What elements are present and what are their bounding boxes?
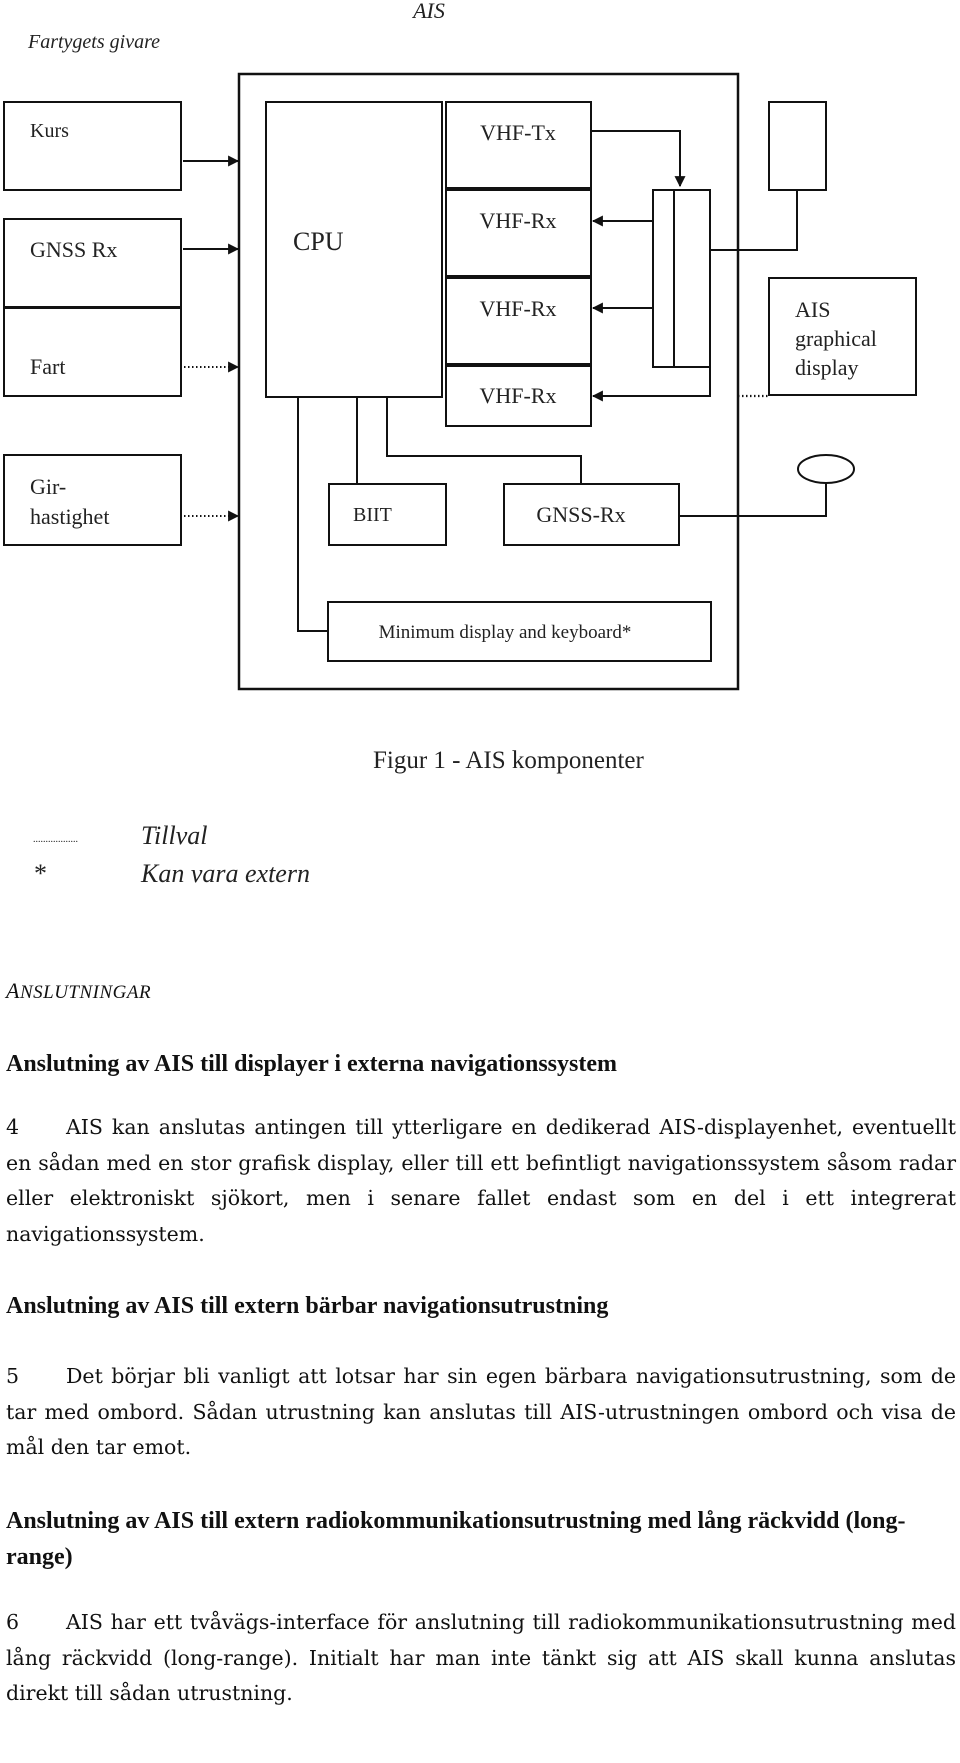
vhf-tx-link <box>591 131 680 186</box>
svg-text:VHF-Tx: VHF-Tx <box>480 120 556 145</box>
svg-text:hastighet: hastighet <box>30 504 110 529</box>
legend-external-text: Kan vara extern <box>141 859 310 888</box>
legend-optional-symbol: .................. <box>33 834 78 845</box>
internal-gnss-rx <box>504 484 679 545</box>
figure-caption: Figur 1 - AIS komponenter <box>373 747 644 774</box>
paragraph-4: 4 AIS kan anslutas antingen till ytterligare en dedikerad AIS-displayenhet, eventuellt en sådan med en stor grafisk display, eller till ett befintligt navigationssystem såsom radar eller elektroniskt sjökort, men i senare fallet endast som en del i ett integrerat navigationssystem. <box>6 1115 956 1247</box>
header-sensors: Fartygets givare <box>28 31 161 53</box>
svg-text:BIIT: BIIT <box>353 504 392 526</box>
svg-text:Gir-: Gir- <box>30 474 67 499</box>
cpu-box <box>266 102 442 397</box>
legend-optional-text: Tillval <box>141 821 208 850</box>
min-display-keyboard <box>328 602 711 661</box>
ais-unit-frame <box>239 74 738 689</box>
svg-text:VHF-Rx: VHF-Rx <box>479 383 557 408</box>
svg-text:VHF-Rx: VHF-Rx <box>479 208 557 233</box>
svg-text:display: display <box>795 355 859 380</box>
heading-long-range-radio: Anslutning av AIS till extern radiokommunikationsutrustning med lång räckvidd (long-range) <box>6 1507 906 1570</box>
svg-text:AIS: AIS <box>795 297 831 322</box>
paragraph-5: 5 Det börjar bli vanligt att lotsar har sin egen bärbara navigationsutrustning, som de tar med ombord. Sådan utrustning kan anslutas till AIS-utrustningen ombord och visa de mål den tar emot. <box>6 1363 956 1460</box>
biit-box <box>329 484 446 545</box>
svg-text:graphical: graphical <box>795 326 877 351</box>
header-ais: AIS <box>413 0 445 23</box>
svg-text:GNSS-Rx: GNSS-Rx <box>536 502 626 527</box>
sensor-gnss-rx <box>4 219 181 307</box>
ais-graphical-display <box>769 278 916 395</box>
svg-text:VHF-Rx: VHF-Rx <box>479 296 557 321</box>
svg-text:CPU: CPU <box>293 227 344 256</box>
svg-text:GNSS Rx: GNSS Rx <box>30 237 118 262</box>
sensor-fart <box>4 308 181 396</box>
gnss-antenna <box>798 455 854 483</box>
document-body <box>6 978 956 1712</box>
svg-text:Fart: Fart <box>30 354 66 379</box>
legend <box>33 821 310 888</box>
sensor-kurs <box>4 102 181 190</box>
svg-text:Kurs: Kurs <box>30 120 69 142</box>
sensor-girhastighet <box>4 455 181 545</box>
svg-text:Minimum display and keyboard*: Minimum display and keyboard* <box>378 622 632 643</box>
antenna-switch <box>653 190 710 367</box>
radio-vhf-tx <box>446 102 591 188</box>
heading-portable-navigation: Anslutning av AIS till extern bärbar navigationsutrustning <box>6 1292 609 1319</box>
radio-vhf-rx-2 <box>446 278 591 364</box>
section-heading: ANSLUTNINGAR <box>6 978 152 1003</box>
vhf-antenna-box <box>769 102 826 190</box>
paragraph-6: 6 AIS har ett tvåvägs-interface för anslutning till radiokommunikationsutrustning med lång räckvidd (long-range). Initialt har man inte tänkt sig att AIS skall kunna anslutas direkt till sådan utrustning. <box>6 1609 956 1706</box>
radio-vhf-rx-3 <box>446 366 591 426</box>
radio-vhf-rx-1 <box>446 190 591 276</box>
legend-external-symbol: * <box>34 859 47 888</box>
heading-display-connection: Anslutning av AIS till displayer i externa navigationssystem <box>6 1051 617 1077</box>
